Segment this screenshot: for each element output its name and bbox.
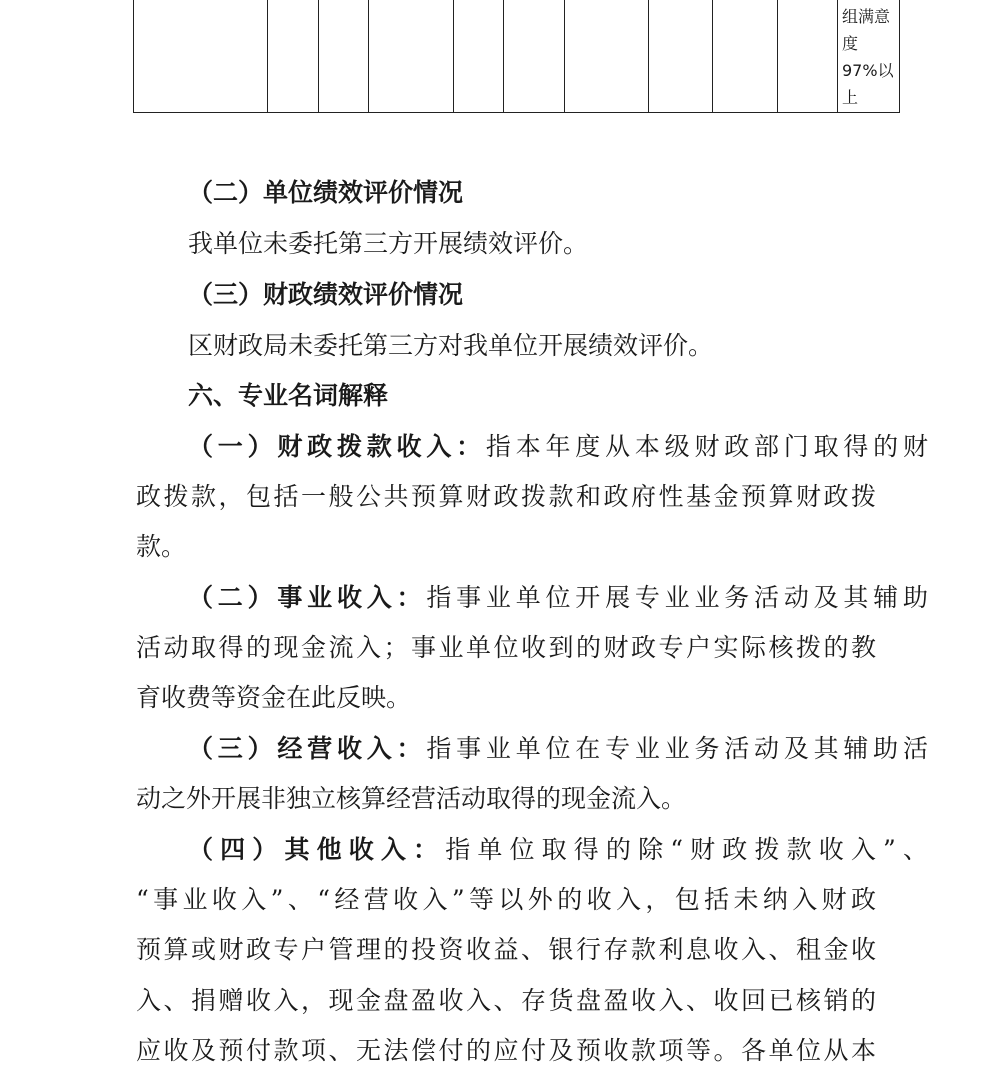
table-cell xyxy=(369,0,454,112)
term-text: 指事业单位开展专业业务活动及其辅助 xyxy=(426,583,928,612)
table-cell xyxy=(649,0,713,112)
paragraph-line: 动之外开展非独立核算经营活动取得的现金流入。 xyxy=(136,784,687,813)
section-heading-finance-evaluation: （三）财政绩效评价情况 xyxy=(188,280,464,309)
cell-line: 97%以 xyxy=(842,61,894,80)
performance-table-fragment xyxy=(133,0,900,113)
table-cell xyxy=(713,0,778,112)
table-cell xyxy=(268,0,319,112)
cell-line: 组满意 xyxy=(842,7,891,26)
term-text: 指本年度从本级财政部门取得的财 xyxy=(485,432,928,461)
term-text: 指单位取得的除“财政拨款收入”、 xyxy=(445,835,928,864)
section-heading-unit-evaluation: （二）单位绩效评价情况 xyxy=(188,178,464,207)
paragraph-line: 入、捐赠收入，现金盘盈收入、存货盘盈收入、收回已核销的 xyxy=(136,986,876,1015)
paragraph-line xyxy=(136,835,928,865)
cell-line: 度 xyxy=(842,34,859,53)
term-label: （二）事业收入： xyxy=(188,583,427,612)
paragraph-line: 活动取得的现金流入；事业单位收到的财政专户实际核拨的教 xyxy=(136,633,876,662)
paragraph-line: 政拨款，包括一般公共预算财政拨款和政府性基金预算财政拨 xyxy=(136,482,876,511)
cell-line: 上 xyxy=(842,88,859,107)
paragraph-line xyxy=(136,432,928,462)
table-cell xyxy=(565,0,649,112)
term-label: （四）其他收入： xyxy=(188,835,446,864)
paragraph-line: 应收及预付款项、无法偿付的应付及预收款项等。各单位从本 xyxy=(136,1036,876,1065)
section-heading-glossary: 六、专业名词解释 xyxy=(188,381,389,410)
table-cell xyxy=(319,0,369,112)
table-cell xyxy=(454,0,504,112)
paragraph-unit-evaluation: 我单位未委托第三方开展绩效评价。 xyxy=(188,229,589,258)
paragraph-line: 款。 xyxy=(136,532,187,561)
term-text: 指事业单位在专业业务活动及其辅助活 xyxy=(426,734,928,763)
paragraph-line xyxy=(136,734,928,764)
paragraph-line xyxy=(136,583,928,613)
table-cell xyxy=(504,0,565,112)
paragraph-finance-evaluation: 区财政局未委托第三方对我单位开展绩效评价。 xyxy=(188,331,714,360)
term-label: （一）财政拨款收入： xyxy=(188,432,486,461)
term-label: （三）经营收入： xyxy=(188,734,427,763)
paragraph-line: 预算或财政专户管理的投资收益、银行存款利息收入、租金收 xyxy=(136,935,876,964)
paragraph-line: 育收费等资金在此反映。 xyxy=(136,683,412,712)
table-cell xyxy=(778,0,838,112)
paragraph-line: “事业收入”、“经营收入”等以外的收入，包括未纳入财政 xyxy=(136,885,876,914)
table-cell xyxy=(134,0,268,112)
satisfaction-cell xyxy=(838,0,900,112)
